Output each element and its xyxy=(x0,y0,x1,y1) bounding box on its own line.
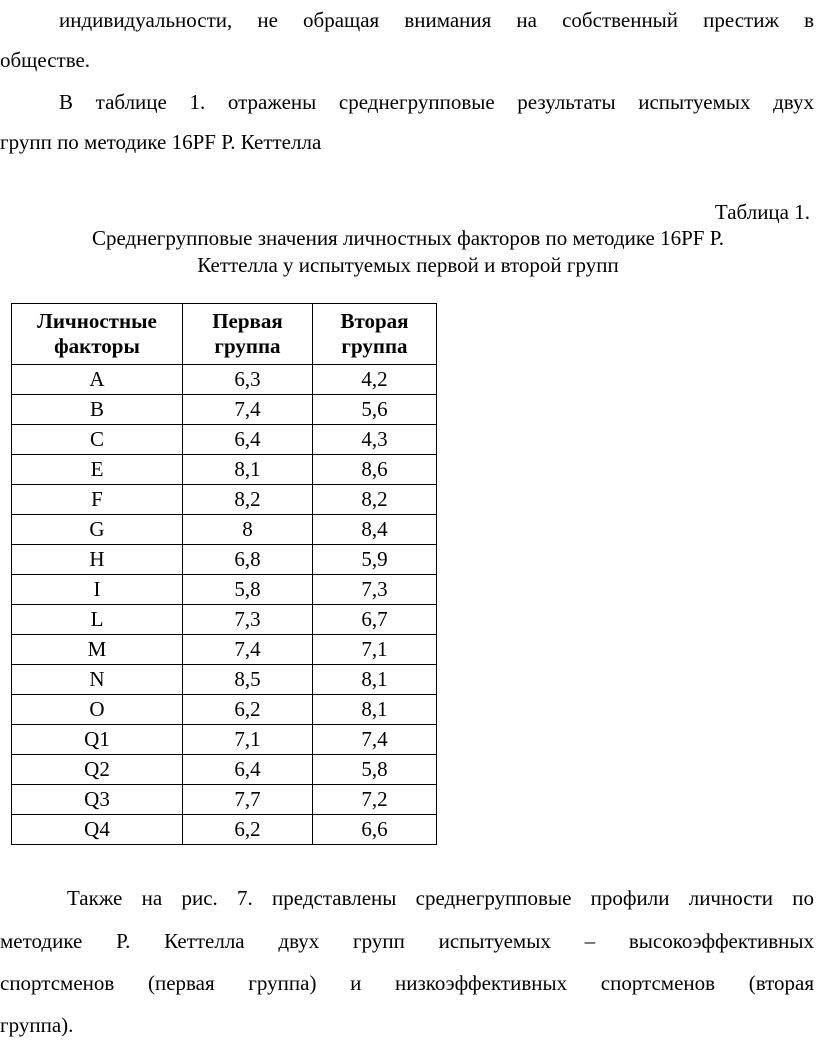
group-2-cell: 5,9 xyxy=(313,545,437,575)
group-1-cell: 6,3 xyxy=(183,365,313,395)
header-group-1-line-1: Первая xyxy=(212,309,283,333)
intro-line-1: индивидуальности, не обращая внимания на собственный престиж в xyxy=(59,8,814,32)
table-header-row xyxy=(12,304,437,365)
factor-cell: G xyxy=(12,515,183,545)
group-1-cell: 7,7 xyxy=(183,785,313,815)
group-2-cell: 8,1 xyxy=(313,695,437,725)
group-2-cell: 8,6 xyxy=(313,455,437,485)
group-1-cell: 8 xyxy=(183,515,313,545)
factor-cell: M xyxy=(12,635,183,665)
table-row xyxy=(12,545,437,575)
table-title-line-1: Среднегрупповые значения личностных факторов по методике 16PF Р. xyxy=(91,226,725,250)
group-2-cell: 8,1 xyxy=(313,665,437,695)
table-row xyxy=(12,395,437,425)
factors-table xyxy=(11,303,437,845)
group-2-cell: 7,1 xyxy=(313,635,437,665)
factor-cell: Q4 xyxy=(12,815,183,845)
group-1-cell: 8,2 xyxy=(183,485,313,515)
table-row xyxy=(12,365,437,395)
group-1-cell: 7,4 xyxy=(183,635,313,665)
factor-cell: O xyxy=(12,695,183,725)
group-2-cell: 4,2 xyxy=(313,365,437,395)
header-group-2 xyxy=(313,304,437,365)
factor-cell: Q3 xyxy=(12,785,183,815)
outro-line-4: группа). xyxy=(0,1013,74,1037)
group-2-cell: 8,4 xyxy=(313,515,437,545)
table-row xyxy=(12,455,437,485)
group-2-cell: 5,8 xyxy=(313,755,437,785)
header-group-2-line-1: Вторая xyxy=(340,309,409,333)
factor-cell: H xyxy=(12,545,183,575)
factor-cell: Q1 xyxy=(12,725,183,755)
header-group-1 xyxy=(183,304,313,365)
table-row xyxy=(12,785,437,815)
header-factors-line-2: факторы xyxy=(54,334,140,358)
group-1-cell: 6,2 xyxy=(183,695,313,725)
table-row xyxy=(12,755,437,785)
group-1-cell: 8,1 xyxy=(183,455,313,485)
group-1-cell: 6,2 xyxy=(183,815,313,845)
outro-line-2: методике Р. Кеттелла двух групп испытуемых – высокоэффективных xyxy=(0,929,814,953)
group-2-cell: 7,2 xyxy=(313,785,437,815)
group-1-cell: 6,4 xyxy=(183,755,313,785)
factor-cell: B xyxy=(12,395,183,425)
intro-line-3: В таблице 1. отражены среднегрупповые результаты испытуемых двух xyxy=(59,90,814,114)
group-2-cell: 6,7 xyxy=(313,605,437,635)
intro-line-4: групп по методике 16PF Р. Кеттелла xyxy=(0,130,322,154)
group-2-cell: 4,3 xyxy=(313,425,437,455)
group-1-cell: 6,4 xyxy=(183,425,313,455)
table-row xyxy=(12,575,437,605)
table-row xyxy=(12,665,437,695)
table-label: Таблица 1. xyxy=(714,200,810,224)
group-2-cell: 5,6 xyxy=(313,395,437,425)
factor-cell: F xyxy=(12,485,183,515)
table-row xyxy=(12,485,437,515)
table-row xyxy=(12,695,437,725)
table-row xyxy=(12,725,437,755)
factor-cell: A xyxy=(12,365,183,395)
factor-cell: C xyxy=(12,425,183,455)
header-group-2-line-2: группа xyxy=(341,334,408,358)
header-factors xyxy=(12,304,183,365)
table-row xyxy=(12,515,437,545)
group-2-cell: 8,2 xyxy=(313,485,437,515)
header-factors-line-1: Личностные xyxy=(37,309,157,333)
factor-cell: I xyxy=(12,575,183,605)
factor-cell: Q2 xyxy=(12,755,183,785)
outro-line-3: спортсменов (первая группа) и низкоэффективных спортсменов (вторая xyxy=(0,971,814,995)
group-2-cell: 7,3 xyxy=(313,575,437,605)
group-1-cell: 7,1 xyxy=(183,725,313,755)
factor-cell: N xyxy=(12,665,183,695)
table-row xyxy=(12,635,437,665)
outro-line-1: Также на рис. 7. представлены среднегрупповые профили личности по xyxy=(67,886,814,910)
group-2-cell: 7,4 xyxy=(313,725,437,755)
table-row xyxy=(12,605,437,635)
group-1-cell: 7,4 xyxy=(183,395,313,425)
table-row xyxy=(12,815,437,845)
factor-cell: L xyxy=(12,605,183,635)
factor-cell: E xyxy=(12,455,183,485)
group-1-cell: 8,5 xyxy=(183,665,313,695)
header-group-1-line-2: группа xyxy=(214,334,281,358)
intro-line-2: обществе. xyxy=(0,48,91,72)
group-1-cell: 5,8 xyxy=(183,575,313,605)
table-title-line-2: Кеттелла у испытуемых первой и второй групп xyxy=(197,253,619,277)
group-1-cell: 6,8 xyxy=(183,545,313,575)
group-2-cell: 6,6 xyxy=(313,815,437,845)
table-row xyxy=(12,425,437,455)
group-1-cell: 7,3 xyxy=(183,605,313,635)
